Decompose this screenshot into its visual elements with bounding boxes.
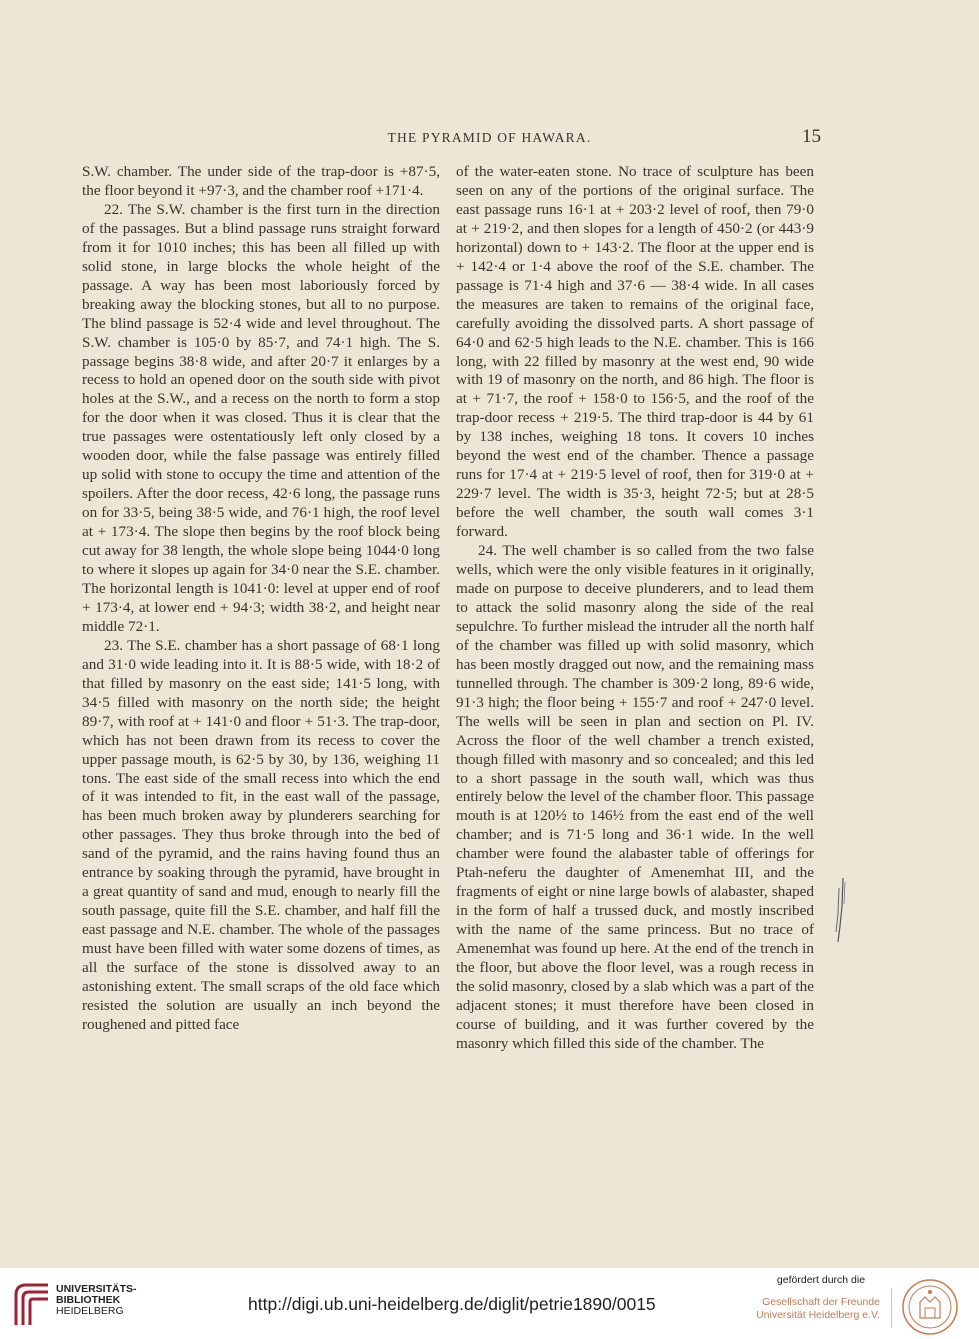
digitization-footer — [0, 1268, 979, 1339]
margin-pencil-mark — [831, 876, 847, 944]
left-column — [82, 163, 440, 1035]
right-column — [456, 163, 814, 1054]
paragraph: 24. The well chamber is so called from the two false wells, which were the only visible features in it originally, made on purpose to deceive plunderers, and to lead them to attack the solid masonry along the side of the real sepulchre. To further mislead the intruder all the north half of the chamber was filled up with solid masonry, which has been mostly dragged out now, and the remaining mass tunnelled through. The chamber is 309·2 long, 89·6 wide, 91·3 high; the floor being + 155·7 and roof + 247·0 level. The wells will be seen in plan and section on Pl. IV. Across the floor of the well chamber a trench existed, though filled with masonry and so concealed; and this led to a short passage in the south wall, which was thus entirely below the level of the chamber floor. This passage mouth is at 120½ to 146½ from the east end of the well chamber; and is 71·5 long and 36·1 wide. In the well chamber were found the alabaster table of offerings for Ptah-neferu the daughter of Amenemhat III, and the fragments of eight or nine large bowls of alabaster, shaped in the form of half a trussed duck, and mostly inscribed with the name of the same princess. But no trace of Amenemhat was found up here. At the end of the trench in the floor, but above the floor level, was a rough recess in the solid masonry, closed by a slab which was a part of the adjacent stones; it must therefore have been closed in course of building, and it was further covered by the masonry which filled this side of the chamber. The — [456, 542, 814, 1052]
page-number: 15 — [802, 126, 821, 147]
sponsor-name-line: Gesellschaft der Freunde — [762, 1296, 880, 1308]
running-head — [0, 126, 979, 150]
library-name-line: BIBLIOTHEK — [56, 1294, 121, 1306]
university-library-logo-icon[interactable] — [12, 1281, 52, 1327]
paragraph: S.W. chamber. The under side of the trap-door is +87·5, the floor beyond it +97·3, and the chamber roof +171·4. — [82, 163, 440, 199]
library-name-line: HEIDELBERG — [56, 1305, 124, 1317]
society-seal-icon[interactable] — [901, 1278, 959, 1336]
paragraph: 23. The S.E. chamber has a short passage of 68·1 long and 31·0 wide leading into it. It is 88·5 wide, with 18·2 of that filled by masonry on the east side; 141·5 long, with 34·5 filled with masonry on the north side; the height 89·7, with roof at + 141·0 and floor + 51·3. The trap-door, which has not been drawn from its recess to cover the upper passage mouth, is 62·5 by 30, by 136, weighing 11 tons. The east side of the small recess into which the end of it was intended to fit, in the east wall of the passage, has been much broken away by plunderers searching for other passages. They thus broke through into the bed of sand of the pyramid, and the rains having found thus an entrance by soaking through the pyramid, have brought in a great quantity of sand and mud, enough to nearly fill the south passage, quite fill the S.E. chamber, and half fill the east passage and N.E. chamber. The whole of the passages must have been filled with water some dozens of times, as all the surface of the stone is dissolved away to an astonishing extent. The small scraps of the old face which resisted the solution are usually an inch beyond the roughened and pitted face — [82, 636, 440, 1033]
sponsor-label: gefördert durch die — [776, 1274, 866, 1286]
university-library-name[interactable] — [56, 1284, 137, 1317]
library-name-line: UNIVERSITÄTS- — [56, 1283, 137, 1295]
paragraph: 22. The S.W. chamber is the first turn in the direction of the passages. But a blind passage runs straight forward from it for 1010 inches; this has been all filled up with solid stone, in large blocks the whole height of the passage. A way has been most laboriously forced by breaking away the blocking stones, but all to no purpose. The blind passage is 52·4 wide and level throughout. The S.W. chamber is 105·0 by 85·7, and 74·1 high. The S. passage begins 38·8 wide, and after 20·7 it enlarges by a recess to hold an opened door on the south side with pivot holes at the S.W., and a recess on the north to form a stop for the door when it was closed. Thus it is clear that the true passages were ostentatiously left only closed by a wooden door, while the false passage was entirely filled up solid with stone to occupy the time and attention of the spoilers. After the door recess, 42·6 long, the passage runs on for 33·5, being 38·5 wide, and 76·1 high, the roof level at + 173·4. The slope then begins by the roof block being cut away for 38 length, the whole slope being 1044·0 long to where it slopes up again for 34·0 near the S.E. chamber. The horizontal length is 1041·0: level at upper end of roof + 173·4, at lower end + 94·3; width 38·2, and height near middle 72·1. — [82, 200, 440, 635]
permalink-url[interactable]: http://digi.ub.uni-heidelberg.de/diglit/petrie1890/0015 — [248, 1294, 656, 1314]
running-title: THE PYRAMID OF HAWARA. — [387, 130, 592, 145]
sponsor-divider — [891, 1288, 892, 1328]
paragraph: of the water-eaten stone. No trace of sculpture has been seen on any of the portions of the original surface. The east passage runs 16·1 at + 203·2 level of roof, then 79·0 at + 219·2, and then slopes for a length of 450·2 (or 443·9 horizontal) down to + 143·2. The floor at the upper end is + 142·4 or 1·4 above the roof of the S.E. chamber. The passage is 71·4 high and 37·6 — 38·4 wide. In all cases the measures are taken to remains of the original face, carefully avoiding the dissolved parts. A short passage of 64·0 and 62·5 high leads to the N.E. chamber. This is 166 long, with 22 filled by masonry at the west end, 90 wide with 19 of masonry on the north, and 86 high. The floor is at + 71·7, the roof + 158·0 to 156·5, and the roof of the trap-door recess + 219·5. The third trap-door is 44 by 61 by 138 inches, weighing 18 tons. It covers 10 inches beyond the west end of the chamber. Thence a passage runs for 17·4 at + 219·5 level of roof, then for 319·0 at + 229·7 level. The width is 35·3, height 72·5; but at 28·5 before the well chamber, the south wall comes 3·1 forward. — [456, 163, 814, 541]
sponsor-name-line: Universität Heidelberg e.V. — [756, 1309, 880, 1321]
sponsor-name[interactable] — [752, 1296, 880, 1322]
